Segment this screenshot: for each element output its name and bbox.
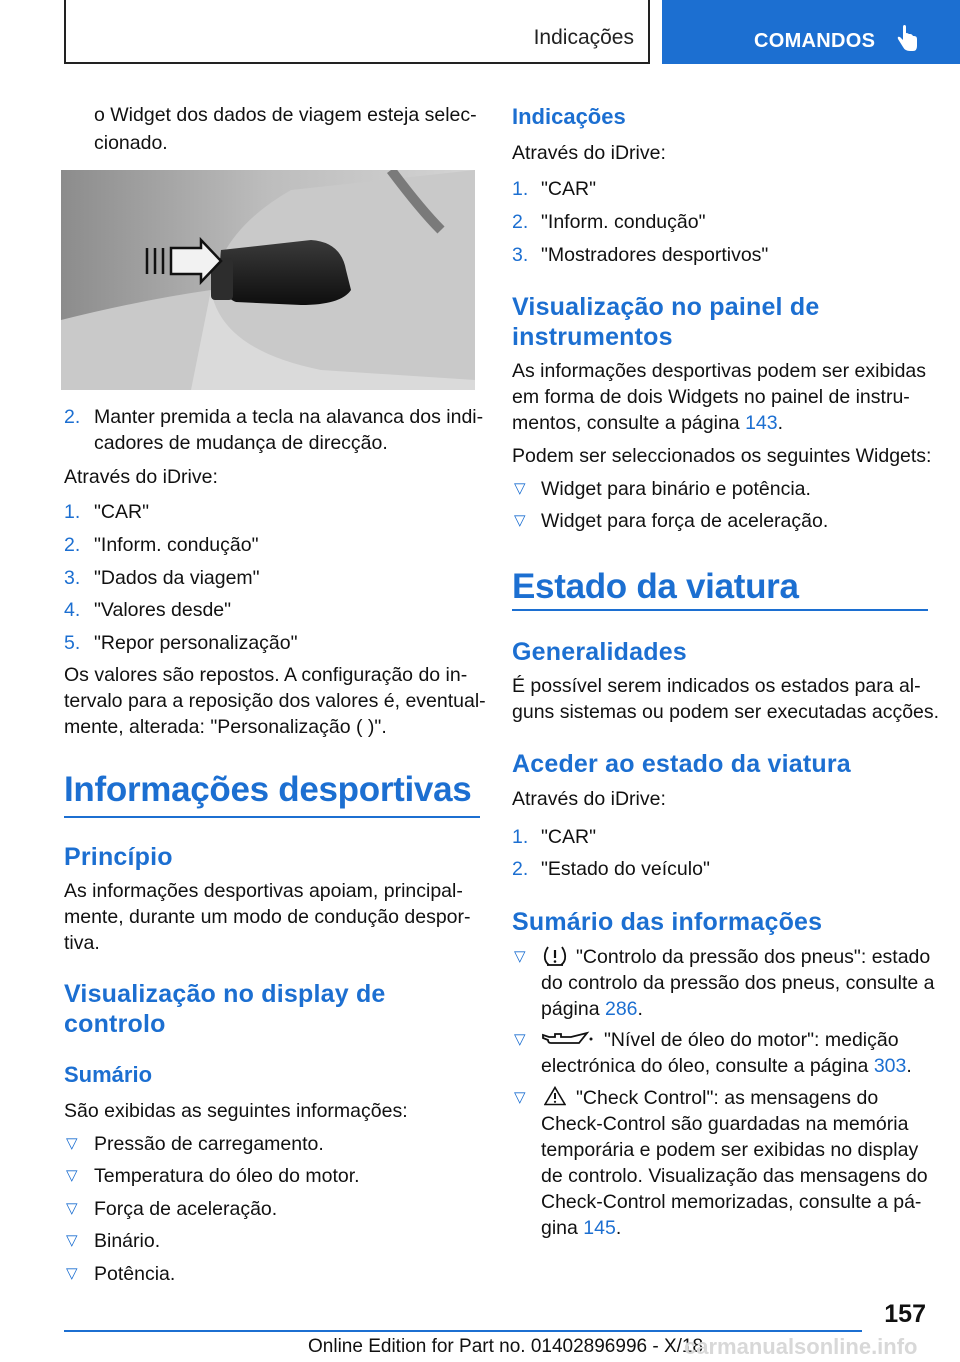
info-item-3-first: "Check Control": as mensagens do <box>576 1087 879 1109</box>
idrive-intro: Através do iDrive: <box>64 466 218 488</box>
list-number: 3. <box>512 244 529 266</box>
heading-principio: Princípio <box>64 843 173 871</box>
painel-line-3-text: mentos, consulte a página <box>512 412 746 434</box>
list-item: "Dados da viagem" <box>94 567 260 589</box>
info-item-3-line-6: gina 145. <box>541 1217 622 1239</box>
list-number: 2. <box>64 534 81 556</box>
info-item-2-line-2-text: electrónica do óleo, consulte a página <box>541 1055 874 1077</box>
turn-signal-lever-illustration <box>61 170 475 390</box>
info-item-2-first: "Nível de óleo do motor": medição <box>604 1029 899 1051</box>
heading-sumario-informacoes: Sumário das informações <box>512 908 823 936</box>
header-chapter-tab <box>662 0 960 64</box>
bullet-triangle-icon: ▽ <box>514 1089 526 1106</box>
bullet-triangle-icon: ▽ <box>66 1167 78 1184</box>
info-item-1-line-3: página 286. <box>541 998 643 1020</box>
list-item: "CAR" <box>541 826 597 848</box>
info-item-2-line-2: electrónica do óleo, consulte a página 303. <box>541 1055 912 1077</box>
heading-sumario: Sumário <box>64 1062 153 1087</box>
watermark: carmanualsonline.info <box>684 1334 918 1359</box>
intro-line-1: o Widget dos dados de viagem esteja selec- <box>94 104 477 126</box>
bullet-triangle-icon: ▽ <box>66 1232 78 1249</box>
generalidades-line-2: guns sistemas ou podem ser executadas acções. <box>512 701 940 723</box>
list-number: 4. <box>64 599 81 621</box>
info-item-1-first: "Controlo da pressão dos pneus": estado <box>576 946 931 968</box>
reset-para-line-2: tervalo para a reposição dos valores é, eventual- <box>64 690 486 712</box>
bullet-item: Força de aceleração. <box>94 1198 278 1220</box>
idrive-intro: Através do iDrive: <box>512 788 666 810</box>
info-item-3-line-5: Check-Control memorizadas, consulte a pá- <box>541 1191 922 1213</box>
page-link-286[interactable]: 286 <box>604 998 638 1020</box>
principio-line-3: tiva. <box>64 932 100 954</box>
bullet-item: Binário. <box>94 1230 161 1252</box>
heading-estado-da-viatura: Estado da viatura <box>512 567 799 606</box>
header-section-label: Indicações <box>533 26 634 49</box>
page-link-145[interactable]: 145 <box>583 1217 616 1239</box>
reset-para-line-1: Os valores são repostos. A configuração do in- <box>64 664 468 686</box>
bullet-triangle-icon: ▽ <box>66 1200 78 1217</box>
footer-rule <box>64 1330 862 1332</box>
bullet-triangle-icon: ▽ <box>514 512 526 529</box>
info-item-1-line-2: do controlo da pressão dos pneus, consulte a <box>541 972 935 994</box>
info-item-3-line-4: de controlo. Visualização das mensagens do <box>541 1165 928 1187</box>
page-link-143[interactable]: 143 <box>745 412 778 434</box>
step-text-line-1: Manter premida a tecla na alavanca dos indi- <box>94 406 484 428</box>
painel-line-2: em forma de dois Widgets no painel de instru- <box>512 386 910 408</box>
list-item: "Repor personalização" <box>94 632 298 654</box>
list-item: "Valores desde" <box>94 599 232 621</box>
bullet-item: Pressão de carregamento. <box>94 1133 324 1155</box>
list-item: "Mostradores desportivos" <box>541 244 769 266</box>
list-number: 1. <box>512 178 529 200</box>
bullet-triangle-icon: ▽ <box>66 1135 78 1152</box>
list-item: "CAR" <box>541 178 597 200</box>
heading-rule <box>512 609 928 611</box>
info-item-3-line-6-text: gina <box>541 1217 584 1239</box>
warning-triangle-icon <box>544 1086 566 1106</box>
bullet-item: Widget para binário e potência. <box>541 478 811 500</box>
bullet-triangle-icon: ▽ <box>514 1031 526 1048</box>
hand-pointer-icon <box>894 25 920 53</box>
list-number: 3. <box>64 567 81 589</box>
step-text-line-2: cadores de mudança de direcção. <box>94 432 388 454</box>
heading-indicacoes: Indicações <box>512 104 626 129</box>
heading-informacoes-desportivas: Informações desportivas <box>64 770 472 809</box>
list-number: 2. <box>512 211 529 233</box>
idrive-intro: Através do iDrive: <box>512 142 666 164</box>
bullet-item: Potência. <box>94 1263 176 1285</box>
heading-generalidades: Generalidades <box>512 638 687 666</box>
heading-aceder: Aceder ao estado da viatura <box>512 750 851 778</box>
bullet-item: Temperatura do óleo do motor. <box>94 1165 360 1187</box>
sumario-intro: São exibidas as seguintes informações: <box>64 1100 408 1122</box>
list-item: "Estado do veículo" <box>541 858 710 880</box>
tire-pressure-icon <box>543 945 567 967</box>
heading-rule <box>64 816 480 818</box>
info-item-3-line-2: Check-Control são guardadas na memória <box>541 1113 909 1135</box>
generalidades-line-1: É possível serem indicados os estados para al- <box>512 675 921 697</box>
reset-para-line-3: mente, alterada: "Personalização ( )". <box>64 716 387 738</box>
bullet-triangle-icon: ▽ <box>514 480 526 497</box>
step-number: 2. <box>64 406 81 428</box>
bullet-triangle-icon: ▽ <box>66 1265 78 1282</box>
list-number: 1. <box>64 501 81 523</box>
principio-line-2: mente, durante um modo de condução despor- <box>64 906 471 928</box>
list-item: "Inform. condução" <box>541 211 706 233</box>
painel-line-3: mentos, consulte a página 143. <box>512 412 784 434</box>
list-item: "CAR" <box>94 501 150 523</box>
bullet-item: Widget para força de aceleração. <box>541 510 829 532</box>
page-link-303[interactable]: 303 <box>873 1055 907 1077</box>
header-section-tab <box>64 0 650 64</box>
intro-line-2: cionado. <box>94 132 168 154</box>
info-item-3-line-3: temporária e podem ser exibidas no display <box>541 1139 919 1161</box>
info-item-1-line-3-text: página <box>541 998 605 1020</box>
bullet-triangle-icon: ▽ <box>514 948 526 965</box>
page-number: 157 <box>884 1300 926 1328</box>
list-number: 5. <box>64 632 81 654</box>
heading-painel-line-1: Visualização no painel de <box>512 293 820 321</box>
list-item: "Inform. condução" <box>94 534 259 556</box>
painel-line-1: As informações desportivas podem ser exibidas <box>512 360 927 382</box>
heading-painel-line-2: instrumentos <box>512 323 673 351</box>
header-chapter-label: COMANDOS <box>754 30 876 52</box>
principio-line-1: As informações desportivas apoiam, principal- <box>64 880 463 902</box>
heading-display-line-1: Visualização no display de <box>64 980 386 1008</box>
footer-edition: Online Edition for Part no. 01402896996 - X/18 <box>308 1336 704 1357</box>
oil-can-icon <box>541 1029 595 1049</box>
list-number: 1. <box>512 826 529 848</box>
widgets-intro: Podem ser seleccionados os seguintes Widgets: <box>512 445 932 467</box>
list-number: 2. <box>512 858 529 880</box>
heading-display-line-2: controlo <box>64 1010 166 1038</box>
